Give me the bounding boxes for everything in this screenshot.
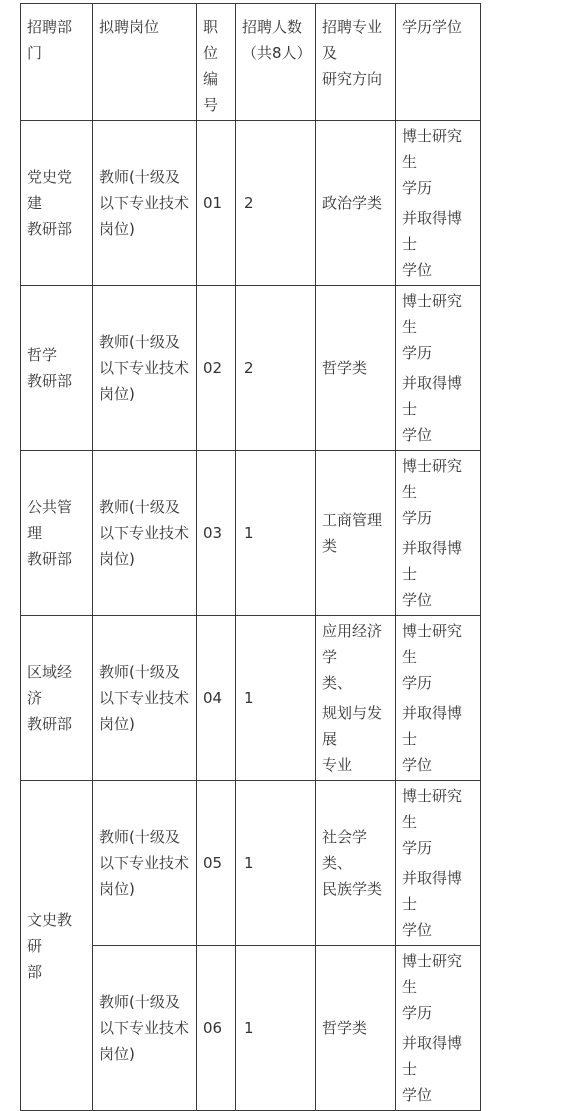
- cell-code: 01: [197, 121, 236, 286]
- table-row: [21, 286, 481, 451]
- cell-count: 1: [236, 451, 316, 616]
- table-row: [21, 781, 481, 946]
- cell-position: 教师(十级及 以下专业技术 岗位): [93, 616, 197, 781]
- cell-degree: 博士研究生 学历 并取得博士 学位: [396, 781, 481, 946]
- table-row: [21, 121, 481, 286]
- cell-code: 05: [197, 781, 236, 946]
- cell-count: 1: [236, 781, 316, 946]
- cell-count: 1: [236, 616, 316, 781]
- header-degree: 学历学位: [396, 4, 481, 121]
- cell-department: 党史党建 教研部: [21, 121, 93, 286]
- cell-major: 应用经济学 类、 规划与发展 专业: [316, 616, 396, 781]
- cell-position: 教师(十级及 以下专业技术 岗位): [93, 121, 197, 286]
- header-department: 招聘部门: [21, 4, 93, 121]
- cell-degree: 博士研究生 学历 并取得博士 学位: [396, 616, 481, 781]
- header-code: 职位 编号: [197, 4, 236, 121]
- cell-major: 政治学类: [316, 121, 396, 286]
- cell-major: 哲学类: [316, 286, 396, 451]
- table-row: [21, 451, 481, 616]
- cell-position: 教师(十级及 以下专业技术 岗位): [93, 781, 197, 946]
- cell-department: 区域经济 教研部: [21, 616, 93, 781]
- cell-degree: 博士研究生 学历 并取得博士 学位: [396, 451, 481, 616]
- cell-degree: 博士研究生 学历 并取得博士 学位: [396, 286, 481, 451]
- cell-degree: 博士研究生 学历 并取得博士 学位: [396, 946, 481, 1111]
- cell-department: 哲学 教研部: [21, 286, 93, 451]
- cell-major: 哲学类: [316, 946, 396, 1111]
- cell-major: 社会学类、 民族学类: [316, 781, 396, 946]
- cell-department: 文史教研 部: [21, 781, 93, 1111]
- cell-count: 2: [236, 121, 316, 286]
- recruitment-table-container: [20, 3, 481, 1111]
- cell-degree: 博士研究生 学历 并取得博士 学位: [396, 121, 481, 286]
- cell-count: 1: [236, 946, 316, 1111]
- cell-major: 工商管理类: [316, 451, 396, 616]
- cell-department: 公共管理 教研部: [21, 451, 93, 616]
- header-major: 招聘专业及 研究方向: [316, 4, 396, 121]
- cell-code: 03: [197, 451, 236, 616]
- cell-code: 04: [197, 616, 236, 781]
- table-row: [21, 616, 481, 781]
- cell-position: 教师(十级及 以下专业技术 岗位): [93, 451, 197, 616]
- header-row: [21, 4, 481, 121]
- cell-code: 02: [197, 286, 236, 451]
- header-count: 招聘人数 （共8人）: [236, 4, 316, 121]
- cell-position: 教师(十级及 以下专业技术 岗位): [93, 946, 197, 1111]
- cell-position: 教师(十级及 以下专业技术 岗位): [93, 286, 197, 451]
- recruitment-table: [20, 3, 481, 1111]
- header-position: 拟聘岗位: [93, 4, 197, 121]
- cell-code: 06: [197, 946, 236, 1111]
- cell-count: 2: [236, 286, 316, 451]
